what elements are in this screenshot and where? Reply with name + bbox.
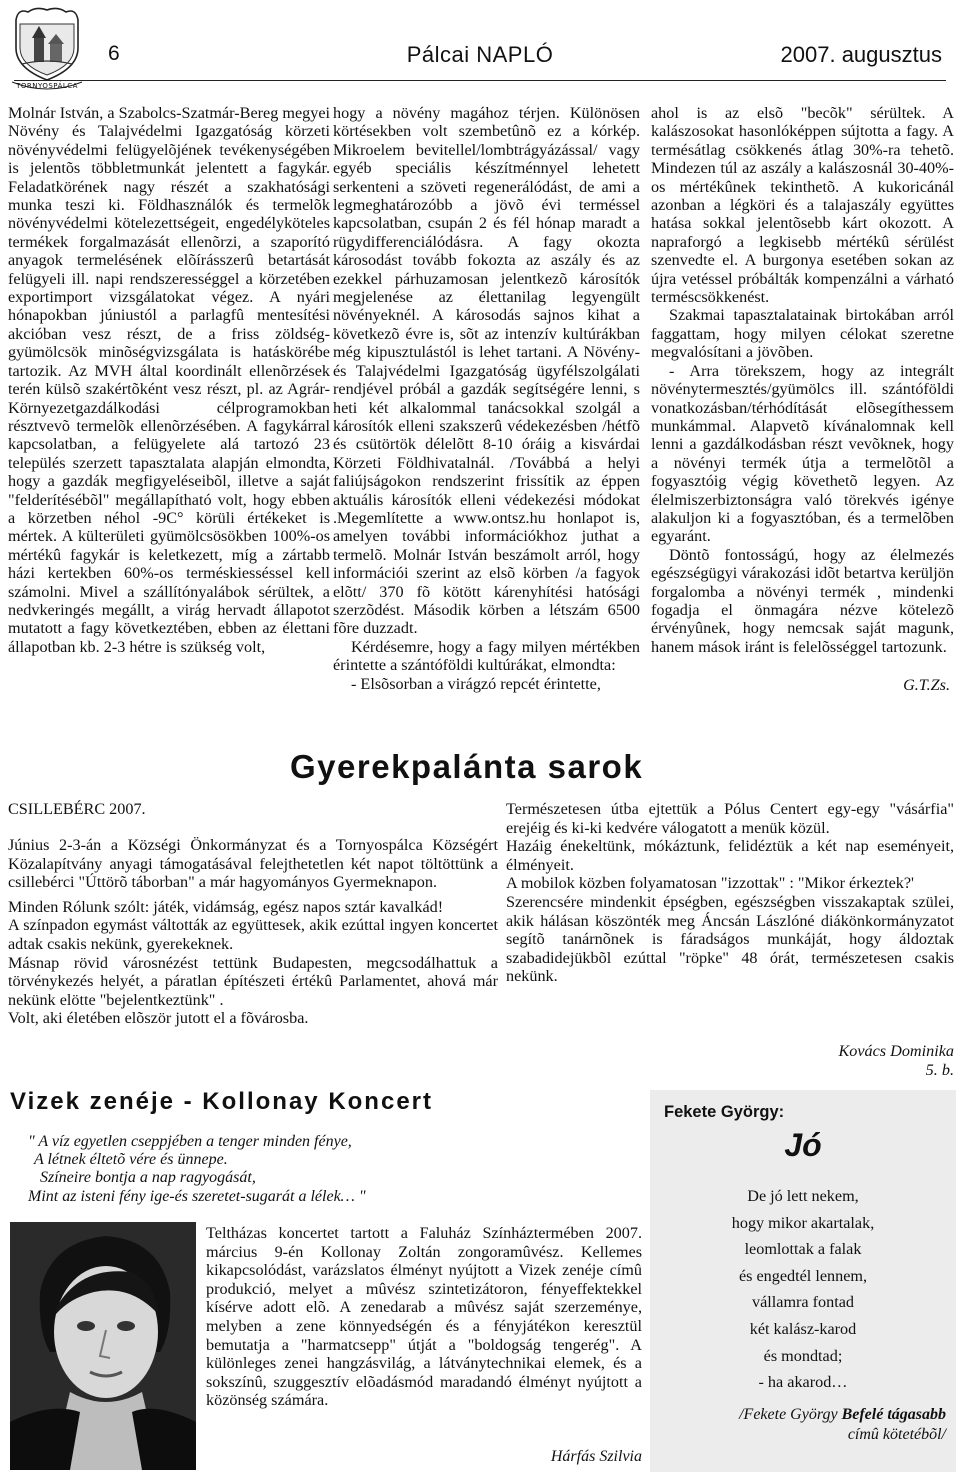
header-rule <box>14 80 946 81</box>
poem-line: - ha akarod… <box>758 1373 848 1392</box>
poem-line: vállamra fontad <box>751 1293 855 1312</box>
poem-line: és mondtad; <box>763 1346 843 1365</box>
article-paragraph: Szakmai tapasztalatainak birtokában arról faggattam, hogy milyen célokat szeretne megvalósítani a jövõben. <box>651 306 954 362</box>
gyerek-paragraph: Szerencsére mindenkit épségben, egészségben visszakaptak szülei, akik hálásan köszönték meg Áncsán Lászlóné diákönkormányzatot segítõ tanárnõnek is fáradságos munkáját, hogy áldoztak szabadidejükbõl ezúttal "röpke" 48 órát, természetesen csakis nekünk. <box>506 892 954 986</box>
newspaper-title: Pálcai NAPLÓ <box>406 42 554 67</box>
gyerek-paragraph: Minden Rólunk szólt: játék, vidámság, egész napos sztár kavalkád! <box>8 897 444 916</box>
vizek-paragraph: Teltházas koncertet tartott a Faluház Színháztermében 2007. március 9-én Kollonay Zoltán zongoramûvész. Kellemes kikapcsolódást, varázslatos élményt nyújtott a Vizek zenéje címû produkció, melyet a mûvész szintetizátoron, fényeffektekkel kísérve adott elõ. A zenedarab a mûvész saját szerzeménye, melyben a zene könnyedségén és a fényjátékon keresztül bemutatja a "harmatcsepp" útját a "boldogság tengerég". A különleges zenei hangzásvilág, a látványtechnikai elemek, és a sokszínû, szuggesztív elõadásmód maradandó élményt nyújtott a közönség számára. <box>206 1224 642 1410</box>
article-paragraph: - Arra törekszem, hogy az integrált növénytermesztés/gyümölcs ill. szántóföldi vonatkozásban/térhódítását elõsegíthessem munkámmal. Alapvetõ kívánalomnak kell lenni a gazdálkodásban részt vevõknek, hogy a növényi termék útja a termelõtõl a fogyasztóig végig követhetõ legyen. Az élelmiszerbiztonságra való törekvés igénye alakuljon ki a fogyasztóban, és a termelõben egyaránt. <box>651 361 954 546</box>
vizek-epigraph <box>28 1133 498 1206</box>
article-signature: G.T.Zs. <box>903 676 950 695</box>
gyerek-paragraph: A mobilok közben folyamatosan "izzottak" : "Mikor érkeztek?' <box>506 874 914 893</box>
poem-line: hogy mikor akartalak, <box>731 1213 875 1232</box>
article-column-1 <box>8 104 330 656</box>
poem-line: De jó lett nekem, <box>747 1187 859 1205</box>
gyerek-right-text <box>506 800 954 986</box>
vizek-body <box>206 1224 642 1410</box>
poem-credit <box>650 1405 946 1445</box>
section-title-gyerekpalanta: Gyerekpalánta sarok <box>290 748 644 785</box>
gyerek-left-text <box>8 836 498 1028</box>
article-column-3 <box>651 104 954 695</box>
epigraph-line: " A víz egyetlen cseppjében a tenger minden fénye, <box>28 1133 352 1150</box>
issue-date: 2007. augusztus <box>780 42 942 67</box>
vizek-signature: Hárfás Szilvia <box>550 1448 642 1465</box>
page-number: 6 <box>108 42 120 65</box>
article-paragraph: Döntõ fontosságú, hogy az élelmezés egészségügyi várakozási idõt betartva kerüljön forgalomba a növényi termék , mindenki fogadja el önmagára nézve kötelezõ érvényûnek, hogy nemcsak saját magunk, hanem mások iránt is felelõsséggel tartozunk. <box>651 545 954 656</box>
epigraph-line: A létnek éltetõ vére és ünnepe. <box>34 1151 228 1169</box>
poem-line: két kalász-karod <box>749 1319 857 1338</box>
gyerek-paragraph: Természetesen útba ejtettük a Pólus Centert egy-egy "vásárfia" erejéig és ki-ki kedvére válogatott a menük közül. <box>506 800 954 837</box>
epigraph-line: Mint az isteni fény ige-és szeretet-sugarát a lélek… " <box>28 1187 366 1205</box>
article-column-2 <box>333 104 640 693</box>
gyerek-paragraph: A színpadon egymást váltották az együttesek, akik ezúttal ingyen koncertet adtak csakis nekünk, gyerekeknek. <box>8 916 498 953</box>
poem-author: Fekete György: <box>664 1103 785 1121</box>
poem-lines <box>650 1183 956 1396</box>
article-paragraph: Molnár István, a Szabolcs-Szatmár-Bereg megyei Növény és Talajvédelmi Igazgatóság körzeti növényvédelmi felügyelõjének tevékenységében is jelentõs többletmunkát jelentett a fagykár. Feladatkörének nagy részét a szakhatósági munka teszi ki. Földhasználók és termelõk növényvédelmi kötelezettségeit, engedélyköteles termékek forgalmazását ellenõrzi, a szaporító anyagok termelésének elõírásszerû betartását felügyeli ill. napi rendszerességgel a körzetében exportimport vizsgálatokat végez. A nyári hónapokban júniustól a parlagfû mentesítési akcióban vesz részt, de a friss zöldség-gyümölcsök minõségvizsgálata is hatáskörébe tartozik. Az MVH által koordinált ellenõrzések terén külsõ szakértõként vesz részt, pl. az Agrár-Környezetgazdálkodási célprogramokban résztvevõ termelõk ellenõrzésében. A fagykárral kapcsolatban, a felügyelete alá tartozó 23 település szerzett tapasztalata alapján elmondta, hogy a gazdák megfigyeléseibõl, illetve a saját "felderítésébõl" megállapítható volt, hogy ebben a körzetben néhol -9C° körüli értékeket is mértek. A külterületi gyümölcsösökben 100%-os mértékû fagykár is keletkezett, míg a zártabb házi kertekben 60%-os terméskiesséssel kell számolni. Mivel a szállítónyalábok sérültek, a nedvkeringés megállt, a virág hervadt állapotot mutatott a fagy következtében, ebben az élettani állapotban kb. 2-3 hétre is szükség volt, <box>8 104 330 656</box>
gyerek-paragraph: Hazáig énekeltünk, mókáztunk, felidéztük a két nap eseményeit, élményeit. <box>506 837 954 874</box>
gyerek-paragraph: Volt, aki életében elõször jutott el a fõvárosba. <box>8 1009 309 1028</box>
credit-prefix: /Fekete György <box>739 1406 842 1423</box>
logo-caption: TORNYOSPÁLCA <box>16 82 78 90</box>
credit-book-title: Befelé tágasabb <box>841 1406 946 1423</box>
article-paragraph: Kérdésemre, hogy a fagy milyen mértékben érintette a szántóföldi kultúrákat, elmondta: <box>333 637 640 675</box>
poem-title: Jó <box>784 1127 822 1163</box>
article-paragraph: - Elsõsorban a virágzó repcét érintette, <box>351 674 601 693</box>
signature-name: Kovács Dominika <box>838 1042 954 1060</box>
poem-line: leomlottak a falak <box>744 1240 862 1259</box>
signature-class: 5. b. <box>925 1060 954 1079</box>
pianist-portrait-photo <box>10 1222 196 1470</box>
gyerek-signature <box>700 1042 954 1079</box>
article-paragraph: hogy a növény magához térjen. Különösen körtésekben volt szembetûnõ ez a kórkép. Mikroelem bevitellel/lombtrágyázással/ vagy egyéb speciális készítménnyel lehetett serkenteni a szöveti regenerálódást, de ami a legmeghatározóbb a jövõ évi terméssel kapcsolatban, csupán 2 és fél hónap maradt a rügydifferenciálódásra. A fagy okozta károsodást tovább fokozta az aszály és az ezekkel párhuzamosan jelentkezõ károsítók megjelenése az élettanilag legyengült növényeknél. A károsodás sajnos kihat a következõ évre is, sõt az intenzív kultúrákban még kipusztulástól is lehet tartani. A Növény- és Talajvédelmi Igazgatóság ügyfélszolgálati rendjével próbál a gazdák segítségére lenni, s heti két alkalommal tanácsokkal szolgál a károsítók elleni szakszerû védekezésben /hétfõ és csütörtök délelõtt 8-10 óráig a kisvárdai Körzeti Földhivatalnál. /Továbbá a helyi faliújságokon rendszerint frissítik az éppen aktuális károsítók elleni védekezési módokat .Megemlítette a www.ontsz.hu honlapot is, amelyen további információkhoz juthat a termelõ. Molnár István beszámolt arról, hogy információi szerint az elsõ körben /a fagyok elõtt/ 370 fõ kötött kárenyhítési hatósági szerzõdést. Második körben a létszám 6500 fõre duzzadt. <box>333 104 640 638</box>
article-paragraph: ahol is az elsõ "becõk" sérültek. A kalászosokat hasonlóképpen sújtotta a fagy. A termésátlag csökkenés átlag 30%-ra tehetõ. Mindezen túl az aszály a kalászosnál 30-40%-os mértékûnek tekinthetõ. A kukoricánál azonban a légköri és a talajaszály együttes hatása sokkal jelentõsebb kárt okozott. A napraforgó a legkisebb mértékû sérülést szenvedte el. A burgonya esetében sokan az újra vetéssel próbálták kompenzálni a várható terméscsökkenést. <box>651 104 954 307</box>
gyerek-paragraph: Másnap rövid városnézést tettünk Budapesten, megcsodálhattuk a törvénykezés helyét, a páratlan építészeti értékû Parlamentet, ahová már nekünk elötte "bejelentkeztünk" . <box>8 953 498 1009</box>
poem-line: és engedtél lennem, <box>738 1266 868 1285</box>
section-title-vizek: Vizek zenéje - Kollonay Koncert <box>10 1088 433 1115</box>
epigraph-line: Színeire bontja a nap ragyogását, <box>40 1169 256 1187</box>
credit-suffix: címû kötetébõl/ <box>847 1426 946 1443</box>
gyerek-paragraph: Június 2-3-án a Községi Önkormányzat és a Tornyospálca Községért Közalapítvány anyagi támogatásával felejthetetlen két napot töltöttünk a csillebérci "Úttörõ táborban" a már hagyományos Gyermeknapon. <box>8 836 498 892</box>
gyerek-location: CSILLEBÉRC 2007. <box>8 800 146 818</box>
